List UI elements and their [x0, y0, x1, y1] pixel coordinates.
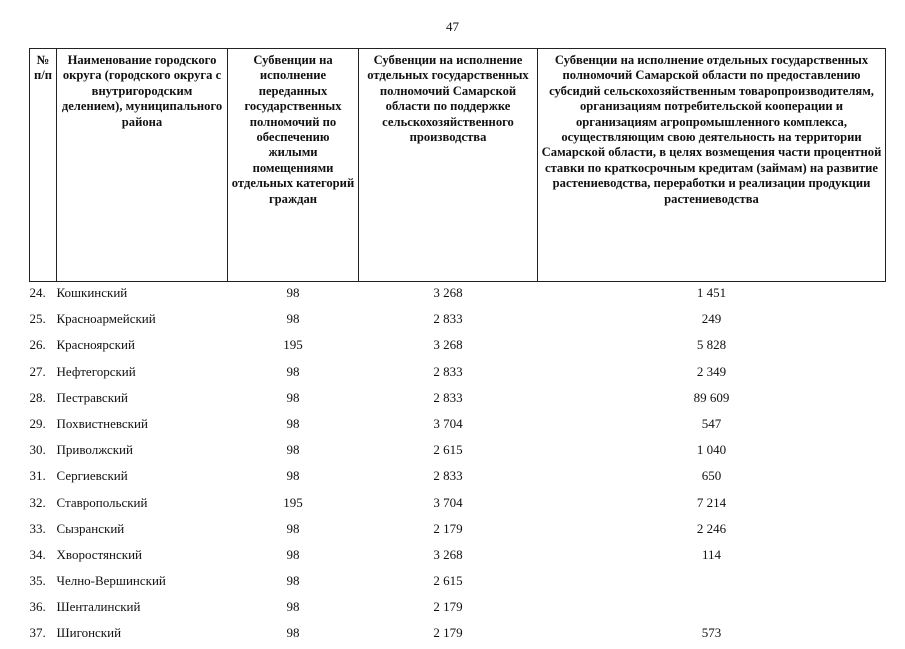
row-number: 27. [29, 363, 46, 379]
housing-subvention-value: 98 [286, 468, 300, 484]
row-number: 37. [29, 625, 46, 641]
row-number: 26. [29, 337, 46, 353]
agri-subvention-value: 2 833 [433, 389, 463, 405]
agri-subvention-value: 3 268 [433, 337, 463, 353]
table-row [30, 544, 886, 570]
agri-subvention-value: 3 268 [433, 285, 463, 300]
agri-subvention-value: 2 615 [433, 573, 463, 589]
row-number: 33. [29, 520, 46, 536]
housing-subvention-value: 195 [283, 337, 303, 353]
credit-subvention-value: 89 609 [693, 389, 730, 405]
credit-subvention-value [538, 570, 886, 596]
agri-subvention-value: 2 833 [433, 311, 463, 327]
credit-subvention-value: 650 [701, 468, 722, 484]
table-row [30, 361, 886, 387]
credit-subvention-value [538, 596, 886, 622]
header-agri-subvention: Субвенции на исполнение отдельных государственных полномочий Самарской области по поддержке сельскохозяйственного производства [359, 49, 538, 282]
housing-subvention-value: 98 [286, 625, 300, 641]
agri-subvention-value: 2 179 [433, 520, 463, 536]
municipality-name: Кошкинский [56, 285, 128, 300]
row-number: 24. [29, 285, 46, 300]
agri-subvention-value: 2 179 [433, 599, 463, 615]
row-number: 30. [29, 442, 46, 458]
table-row [30, 465, 886, 491]
municipality-name: Сергиевский [56, 468, 128, 484]
table-row [30, 308, 886, 334]
credit-subvention-value: 1 040 [696, 442, 727, 458]
municipality-name: Шенталинский [56, 599, 141, 615]
header-municipality: Наименование городского округа (городского округа с внутригородским делением), муниципального района [57, 49, 228, 282]
housing-subvention-value: 98 [286, 363, 300, 379]
table-body [30, 282, 886, 649]
municipality-name: Приволжский [56, 442, 133, 458]
agri-subvention-value: 2 179 [433, 625, 463, 641]
credit-subvention-value: 2 246 [696, 520, 727, 536]
housing-subvention-value: 98 [286, 285, 300, 300]
municipality-name: Хворостянский [56, 546, 142, 562]
agri-subvention-value: 3 704 [433, 415, 463, 431]
credit-subvention-value: 5 828 [696, 337, 727, 353]
credit-subvention-value: 7 214 [696, 494, 727, 510]
table-row [30, 282, 886, 309]
housing-subvention-value: 98 [286, 599, 300, 615]
row-number: 31. [29, 468, 46, 484]
agri-subvention-value: 2 833 [433, 468, 463, 484]
municipality-name: Челно-Вершинский [56, 573, 166, 589]
municipality-name: Красноармейский [56, 311, 156, 327]
credit-subvention-value: 114 [701, 546, 722, 562]
table-row [30, 596, 886, 622]
table-row [30, 518, 886, 544]
row-number: 29. [29, 415, 46, 431]
municipality-name: Сызранский [56, 520, 125, 536]
municipality-name: Пестравский [56, 389, 128, 405]
header-number: № п/п [30, 49, 57, 282]
housing-subvention-value: 98 [286, 415, 300, 431]
housing-subvention-value: 98 [286, 311, 300, 327]
housing-subvention-value: 98 [286, 573, 300, 589]
row-number: 36. [29, 599, 46, 615]
row-number: 35. [29, 573, 46, 589]
housing-subvention-value: 195 [283, 494, 303, 510]
agri-subvention-value: 2 833 [433, 363, 463, 379]
credit-subvention-value: 573 [701, 625, 722, 641]
page-number: 47 [446, 19, 459, 34]
agri-subvention-value: 3 704 [433, 494, 463, 510]
table-header [30, 49, 886, 282]
municipality-name: Похвистневский [56, 415, 148, 431]
row-number: 28. [29, 389, 46, 405]
table-row [30, 439, 886, 465]
credit-subvention-value: 547 [701, 415, 722, 431]
header-credit-subvention: Субвенции на исполнение отдельных государственных полномочий Самарской области по предоставлению субсидий сельскохозяйственным товаропроизводителям, организациям потребительской кооперации и организациям агропромышленного комплекса, осуществляющим свою деятельность на территории Самарской области, в целях возмещения части процентной ставки по краткосрочным кредитам (займам) на развитие растениеводства, переработки и реализации продукции растениеводства [538, 49, 886, 282]
table-row [30, 413, 886, 439]
header-housing-subvention: Субвенции на исполнение переданных государственных полномочий по обеспечению жилыми помещениями отдельных категорий граждан [228, 49, 359, 282]
table-row [30, 570, 886, 596]
municipality-name: Красноярский [56, 337, 135, 353]
row-number: 25. [29, 311, 46, 327]
municipality-name: Ставропольский [56, 494, 148, 510]
housing-subvention-value: 98 [286, 520, 300, 536]
credit-subvention-value: 249 [701, 311, 722, 327]
agri-subvention-value: 3 268 [433, 546, 463, 562]
agri-subvention-value: 2 615 [433, 442, 463, 458]
housing-subvention-value: 98 [286, 546, 300, 562]
row-number: 34. [29, 546, 46, 562]
row-number: 32. [29, 494, 46, 510]
housing-subvention-value: 98 [286, 442, 300, 458]
subventions-table [29, 48, 886, 649]
table-row [30, 387, 886, 413]
table-row [30, 492, 886, 518]
credit-subvention-value: 2 349 [696, 363, 727, 379]
municipality-name: Шигонский [56, 625, 122, 641]
credit-subvention-value: 1 451 [696, 285, 727, 300]
municipality-name: Нефтегорский [56, 363, 136, 379]
table-row [30, 622, 886, 648]
table-row [30, 334, 886, 360]
housing-subvention-value: 98 [286, 389, 300, 405]
